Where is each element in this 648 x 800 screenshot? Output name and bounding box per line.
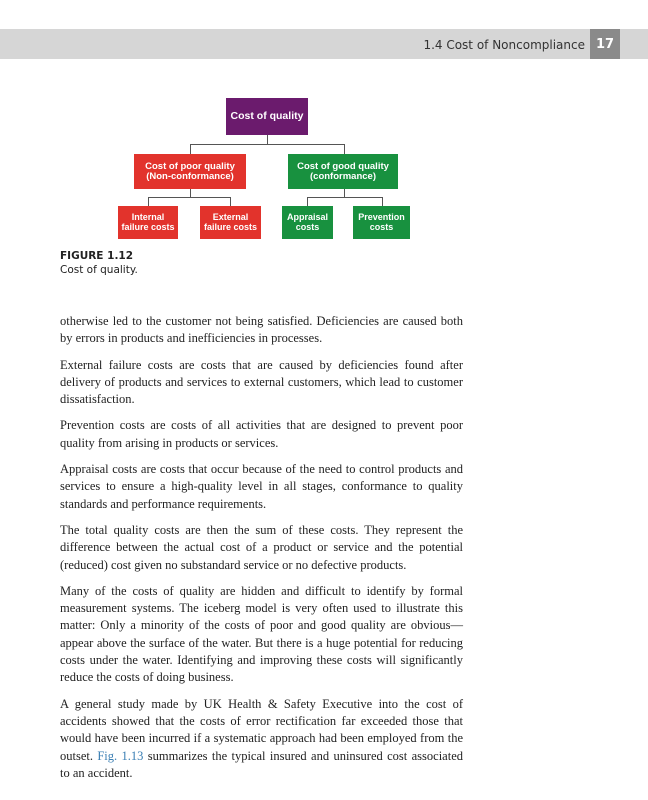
figure-caption: Cost of quality. bbox=[60, 264, 138, 276]
box-internal-line2: failure costs bbox=[121, 221, 175, 232]
connector-poor-up bbox=[190, 144, 191, 154]
figure-label: FIGURE 1.12 bbox=[60, 250, 134, 262]
page-number: 17 bbox=[590, 29, 620, 59]
figure-1-13-link[interactable]: Fig. 1.13 bbox=[97, 748, 144, 763]
connector-root-down bbox=[267, 135, 268, 144]
box-cost-of-good-quality bbox=[288, 154, 398, 189]
box-external-line1: External bbox=[212, 212, 249, 223]
paragraph-4: Appraisal costs are costs that occur because of the need to control products and services to ensure a high-quality level in all stages, conformance to quality standards and performance requirements. bbox=[60, 462, 463, 511]
paragraph-3: Prevention costs are costs of all activities that are designed to prevent poor quality from arising in products or services. bbox=[60, 418, 463, 450]
box-appraisal-costs bbox=[282, 206, 333, 239]
connector-appraisal-up bbox=[307, 197, 308, 206]
box-internal-failure-costs bbox=[118, 206, 178, 239]
box-cost-of-quality bbox=[226, 98, 308, 135]
box-external-failure-costs bbox=[200, 206, 261, 239]
connector-good-down bbox=[344, 189, 345, 197]
connector-level1-bar bbox=[190, 144, 344, 145]
connector-poor-bar bbox=[148, 197, 230, 198]
box-appraisal-line2: costs bbox=[295, 221, 320, 232]
box-good-line1: Cost of good quality bbox=[297, 160, 389, 172]
running-head: 1.4 Cost of Noncompliance bbox=[423, 38, 585, 52]
box-external-line2: failure costs bbox=[203, 221, 258, 232]
box-poor-line2: (Non-conformance) bbox=[146, 170, 234, 182]
box-appraisal-line1: Appraisal bbox=[286, 212, 328, 223]
paragraph-7-before: A general study made by UK Health & Safety Executive into the cost of accidents showed that the costs of error rectification far exceeded those that would have been incurred if a systematic approach had been employed from the outset. bbox=[60, 696, 463, 763]
connector-external-up bbox=[230, 197, 231, 206]
paragraph-2: External failure costs are costs that are caused by deficiencies found after delivery of products and services to external customers, which lead to customer dissatisfaction. bbox=[60, 357, 463, 407]
connector-good-up bbox=[344, 144, 345, 154]
box-prevention-costs bbox=[353, 206, 410, 239]
box-internal-line1: Internal bbox=[131, 212, 165, 223]
body-text bbox=[60, 313, 463, 791]
connector-internal-up bbox=[148, 197, 149, 206]
box-cost-of-quality-label: Cost of quality bbox=[230, 109, 304, 122]
cost-of-quality-diagram bbox=[0, 0, 648, 260]
paragraph-1: otherwise led to the customer not being satisfied. Deficiencies are caused both by errors in products and inefficiencies in processes. bbox=[60, 314, 463, 346]
connector-good-bar bbox=[307, 197, 382, 198]
paragraph-6: Many of the costs of quality are hidden and difficult to identify by formal measurement systems. The iceberg model is very often used to illustrate this matter: Only a minority of the costs of poor and good quality are obvious—appear above the surface of the water. But there is a huge potential for reducing costs under the water. Identifying and improving these costs will significantly reduce the costs of doing business. bbox=[60, 583, 463, 685]
box-poor-line1: Cost of poor quality bbox=[145, 160, 235, 172]
connector-poor-down bbox=[190, 189, 191, 197]
paragraph-7-after: summarizes the typical insured and uninsured cost associated to an accident. bbox=[60, 748, 463, 780]
paragraph-5: The total quality costs are then the sum of these costs. They represent the difference between the actual cost of a product or service and the potential (reduced) cost given no substandard service or no defective products. bbox=[60, 522, 463, 572]
box-prevention-line2: costs bbox=[369, 221, 394, 232]
box-prevention-line1: Prevention bbox=[358, 212, 405, 223]
paragraph-7 bbox=[60, 696, 463, 782]
connector-prevention-up bbox=[382, 197, 383, 206]
box-cost-of-poor-quality bbox=[134, 154, 246, 189]
box-good-line2: (conformance) bbox=[310, 170, 376, 182]
